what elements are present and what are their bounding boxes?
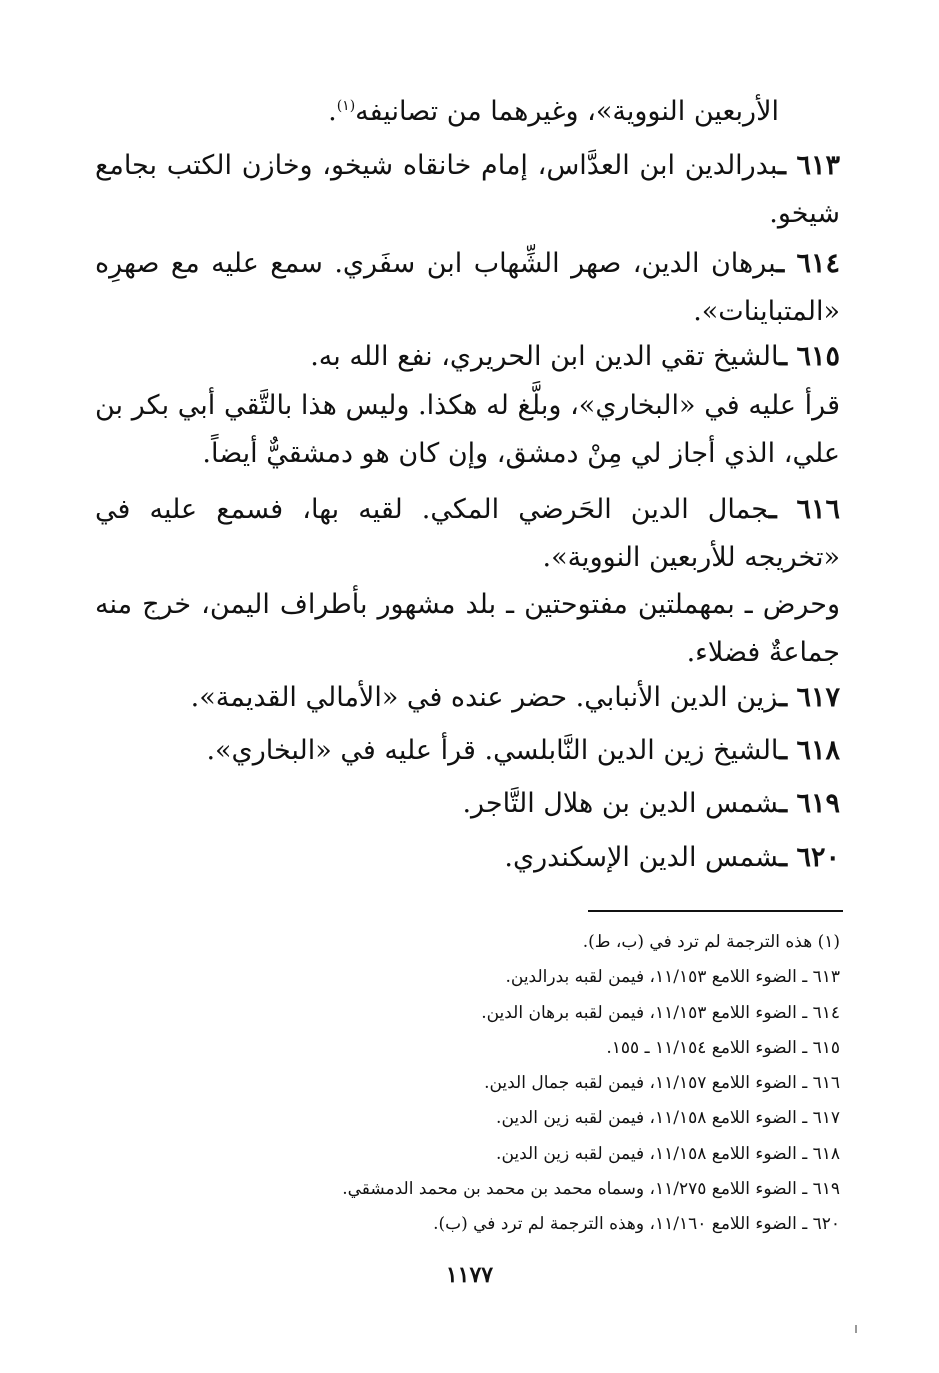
scan-speck	[855, 1325, 857, 1333]
entry-614	[95, 240, 840, 336]
entry-number: ٦١٧ ـ	[779, 682, 840, 713]
entry-text: برهان الدين، صهر الشِّهاب ابن سفَري. سمع عليه مع صهرِه «المتباينات».	[95, 248, 840, 327]
entry-text: الشيخ تقي الدين ابن الحريري، نفع الله به.	[310, 341, 780, 372]
footnote-item: ٦٢٠ ـ الضوء اللامع ١١/١٦٠، وهذه الترجمة لم ترد في (ب).	[433, 1214, 840, 1235]
entry-number: ٦٢٠ ـ	[779, 842, 840, 873]
entry-619	[462, 780, 840, 828]
entry-text: زين الدين الأنبابي. حضر عنده في «الأمالي القديمة».	[190, 682, 780, 713]
footnote-divider	[588, 910, 843, 912]
footnote-item: (١) هذه الترجمة لم ترد في (ب، ط).	[582, 932, 840, 952]
footnote-item: ٦١٣ ـ الضوء اللامع ١١/١٥٣، فيمن لقبه بدرالدين.	[505, 967, 840, 988]
paragraph-text: وحرض ـ بمهملتين مفتوحتين ـ بلد مشهور بأطراف اليمن، خرج منه جماعةٌ فضلاء.	[95, 589, 840, 668]
intro-text: الأربعين النووية»، وغيرهما من تصانيفه	[355, 96, 779, 127]
footnote-item: ٦١٨ ـ الضوء اللامع ١١/١٥٨، فيمن لقبه زين الدين.	[496, 1143, 840, 1164]
entry-number: ٦١٩ ـ	[779, 788, 840, 819]
entry-618	[206, 727, 840, 775]
entry-number: ٦١٨ ـ	[779, 735, 840, 766]
entry-616	[95, 486, 840, 582]
entry-number: ٦١٦ ـ	[768, 494, 840, 525]
entry-text: بدرالدين ابن العدَّاس، إمام خانقاه شيخو، وخازن الكتب بجامع شيخو.	[95, 150, 840, 229]
entry-number: ٦١٣ ـ	[778, 150, 841, 181]
entry-number: ٦١٤ ـ	[776, 248, 840, 279]
intro-line	[328, 88, 779, 136]
entry-617	[191, 674, 840, 722]
entry-616-note	[95, 581, 840, 677]
paragraph-text: قرأ عليه في «البخاري»، وبلَّغ له هكذا. وليس هذا بالتَّقي أبي بكر بن علي، الذي أجاز لي مِنْ دمشق، وإن كان هو دمشقيٌّ أيضاً.	[95, 390, 840, 469]
footnote-item: ٦١٦ ـ الضوء اللامع ١١/١٥٧، فيمن لقبه جمال الدين.	[484, 1073, 840, 1094]
footnote-item: ٦١٥ ـ الضوء اللامع ١١/١٥٤ ـ ١٥٥.	[606, 1037, 840, 1058]
entry-text: جمال الدين الحَرضي المكي. لقيه بها، فسمع عليه في «تخريجه للأربعين النووية».	[95, 494, 840, 573]
footnote-item: ٦١٤ ـ الضوء اللامع ١١/١٥٣، فيمن لقبه برهان الدين.	[481, 1002, 840, 1023]
entry-text: شمس الدين الإسكندري.	[504, 842, 780, 873]
entry-615	[310, 333, 840, 381]
entry-text: الشيخ زين الدين النَّابلسي. قرأ عليه في «البخاري».	[206, 735, 780, 766]
entry-615-note	[95, 382, 840, 478]
entry-613	[95, 142, 840, 238]
intro-end: .	[328, 96, 337, 127]
entry-620	[504, 834, 840, 882]
footnote-marker: (١)	[336, 98, 356, 114]
entry-text: شمس الدين بن هلال التَّاجر.	[462, 788, 780, 819]
footnote-item: ٦١٧ ـ الضوء اللامع ١١/١٥٨، فيمن لقبه زين الدين.	[496, 1108, 840, 1129]
page-number: ١١٧٧	[445, 1262, 494, 1288]
footnotes	[140, 925, 840, 1243]
entry-number: ٦١٥ ـ	[779, 341, 840, 372]
footnote-item: ٦١٩ ـ الضوء اللامع ١١/٢٧٥، وسماه محمد بن محمد بن محمد الدمشقي.	[342, 1179, 840, 1200]
